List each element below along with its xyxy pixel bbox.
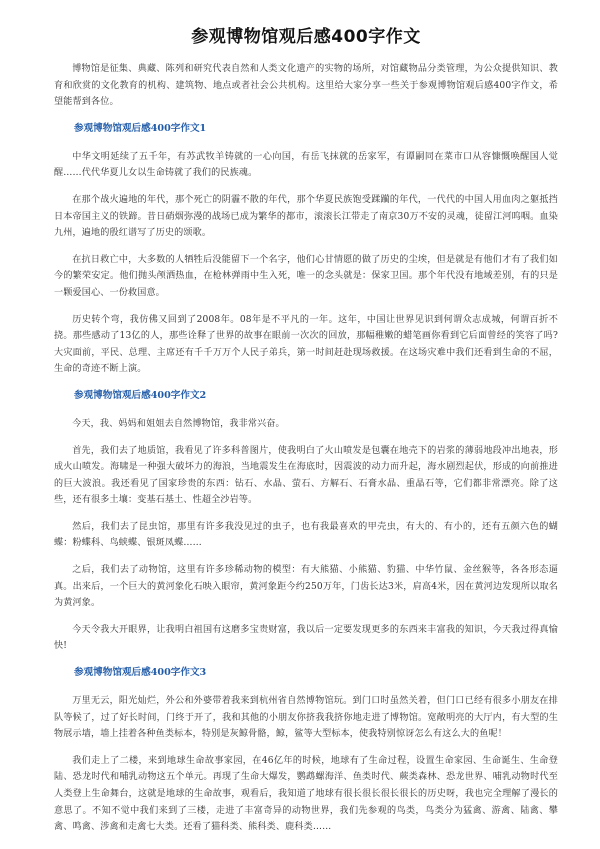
section-2-paragraph: 之后，我们去了动物馆，这里有许多珍稀动物的模型：有大熊猫、小熊猫、豹猫、中华竹鼠、金丝猴等，各各形态逼真。出来后，一个巨大的黄河象化石映入眼帘，黄河象距今约250万年，门齿长达3米，肩高4米，因在黄河边发现所以取名为黄河象。: [54, 565, 558, 609]
section-2-heading: 参观博物馆观后感400字作文2: [74, 389, 207, 401]
section-1-paragraph: 在那个战火遍地的年代，那个死亡的阴霾不散的年代，那个华夏民族饱受蹂躏的年代，一代代的中国人用血肉之躯抵挡日本帝国主义的铁蹄。昔日硝烟弥漫的战场已成为繁华的都市，滚滚长江带走了南京30万不安的灵魂，徒留江河呜咽。血染九州，遍地的殷红谱写了历史的颂歌。: [54, 194, 558, 239]
section-2-paragraph: 今天，我、妈妈和姐姐去自然博物馆，我非常兴奋。: [72, 418, 285, 429]
section-2-paragraph: 然后，我们去了昆虫馆，那里有许多我没见过的虫子，也有我最喜欢的甲壳虫，有大的、有小的，还有五颜六色的蝴蝶：粉蝶科、鸟蛱蝶、银斑凤蝶……: [54, 521, 558, 549]
section-3-heading: 参观博物馆观后感400字作文3: [74, 667, 207, 679]
document-title: 参观博物馆观后感400字作文: [191, 27, 421, 47]
section-1-heading: 参观博物馆观后感400字作文1: [74, 122, 207, 134]
section-2-paragraph: 首先，我们去了地质馆，我看见了许多科普图片，使我明白了火山喷发是包囊在地壳下的岩浆的薄弱地段冲出地表，形成火山喷发。海啸是一种强大破坏力的海浪，当地震发生在海底时，因震波的动力而升起，海水剧烈起伏，形成的向前推进的巨大波浪。我还看见了国家珍贵的东西：钻石、水晶、萤石、方解石、石膏水晶、重晶石等，它们都非常漂亮。除了这些，还有很多土壤：变基石基土、性超全沙岩等。: [54, 445, 558, 506]
section-3-paragraph: 我们走上了二楼，来到地球生命故事家园，在46亿年的时候，地球有了生命过程，设置生命家园、生命诞生、生命登陆、恐龙时代和哺乳动物这五个单元。再现了生命大爆发，鹦鹉螺海洋、鱼类时代、蕨类森林、恐龙世界、哺乳动物时代至人类登上生命舞台，这就是地球的生命故事，观看后，我知道了地球有很长很长很长很长的历史呀，我也完全理解了漫长的意思了。不知不觉中我们来到了三楼，走进了丰富奇异的动物世界，我们先参观的鸟类，鸟类分为猛禽、游禽、陆禽、攀禽、鸣禽、涉禽和走禽七大类。还看了猫科类、熊科类、鹿科类……: [54, 755, 558, 833]
section-1-paragraph: 历史转个弯，我仿佛又回到了2008年。08年是不平凡的一年。这年，中国让世界见识到何谓众志成城，何谓百折不挠。那些感动了13亿的人，那些诠释了世界的故事在眼前一次次的回放，那幅稚嫩的蜡笔画你看到它后面曾经的笑容了吗?大灾面前，平民、总理、主席还有千千万万个人民子弟兵，第一时间赶赴现场救援。在这场灾难中我们还看到生命的不屈，生命的奇迹不断上演。: [54, 314, 558, 375]
section-1-paragraph: 在抗日救亡中，大多数的人牺牲后没能留下一个名字，他们心甘情愿的做了历史的尘埃，但是就是有他们才有了我们如今的繁荣安定。他们抛头颅洒热血，在枪林弹雨中生入死，唯一的念头就是：保家卫国。那个年代没有地域差别，有的只是一颗爱国心、一份救国意。: [54, 254, 558, 298]
section-2-paragraph: 今天令我大开眼界，让我明白祖国有这磨多宝贵财富，我以后一定要发现更多的东西来丰富我的知识，今天我过得真愉快!: [54, 624, 558, 652]
section-3-paragraph: 万里无云，阳光灿烂，外公和外婆带着我来到杭州省自然博物馆玩。到门口时虽然关着，但门口已经有很多小朋友在排队等候了，过了好长时间，门终于开了，我和其他的小朋友你挤我我挤你地走进了博物馆。宽敞明亮的大厅内，有大型的生物展示墙，墙上挂着各种鱼类标本，特别是灰鲸骨骼，鲸，鲨等大型标本，使我特别惊讶怎么有这么大的鱼呢！: [54, 696, 558, 740]
section-1-paragraph: 中华文明延续了五千年，有苏武牧羊铸就的一心向国，有岳飞抹就的岳家军，有谭嗣同在菜市口从容慷慨唤醒国人觉醒……代代华夏儿女以生命铸就了我们的民族魂。: [54, 151, 558, 179]
intro-paragraph: 博物馆是征集、典藏、陈列和研究代表自然和人类文化遗产的实物的场所，对馆藏物品分类管理，为公众提供知识、教育和欣赏的文化教育的机构、建筑物、地点或者社会公共机构。这里给大家分享一些关于参观博物馆观后感400字作文，希望能帮到各位。: [54, 64, 558, 108]
